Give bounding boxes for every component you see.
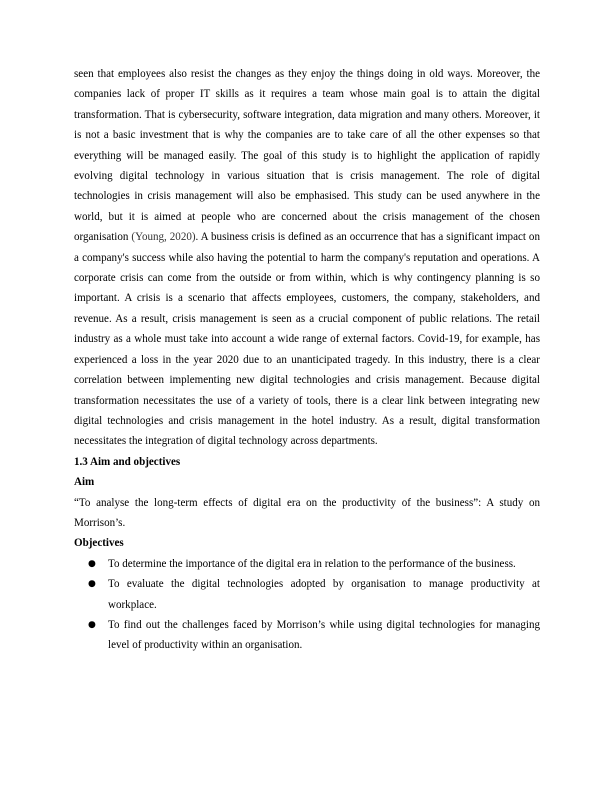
bullet-icon: ●	[88, 558, 96, 569]
objective-text: To find out the challenges faced by Morrison’s while using digital technologies for managing level of productivity within an organisation.	[108, 618, 540, 652]
paragraph-text-end: . A business crisis is defined as an occurrence that has a significant impact on a company's success while also having the potential to harm the company's reputation and operations. A corporate crisis can come from the outside or from within, which is why contingency planning is so important. A crisis is a scenario that affects employees, customers, the company, stakeholders, and revenue. As a result, crisis management is seen as a crucial component of public relations. The retail industry as a whole must take into account a wide range of external factors. Covid-19, for example, has experienced a loss in the year 2020 due to an unanticipated tragedy. In this industry, there is a clear correlation between implementing new digital technologies and crisis management. Because digital transformation necessitates the use of a variety of tools, there is a clear link between integrating new digital technologies and crisis management in the hotel industry. As a result, digital transformation necessitates the integration of digital technology across departments.	[74, 231, 540, 448]
objective-item	[74, 554, 540, 574]
paragraph-text-start: seen that employees also resist the changes as they enjoy the things doing in old ways. Moreover, the companies lack of proper IT skills as it requires a team whose main goal is to attain the digital transformation. That is cybersecurity, software integration, data migration and many others. Moreover, it is not a basic investment that is why the companies are to take care of all the other expenses so that everything will be managed easily. The goal of this study is to highlight the application of rapidly evolving digital technology in various situation that is crisis management. The role of digital technologies in crisis management will also be emphasised. This study can be used anywhere in the world, but it is aimed at people who are concerned about the crisis management of the chosen organisation	[74, 68, 540, 244]
objectives-heading: Objectives	[74, 537, 124, 550]
objective-item	[74, 574, 540, 615]
bullet-icon: ●	[88, 619, 96, 630]
objective-item	[74, 615, 540, 656]
document-page	[74, 64, 540, 656]
section-heading: 1.3 Aim and objectives	[74, 455, 181, 468]
objective-text: To determine the importance of the digital era in relation to the performance of the business.	[108, 557, 516, 570]
citation: (Young, 2020)	[131, 231, 196, 244]
objective-text: To evaluate the digital technologies adopted by organisation to manage productivity at workplace.	[108, 578, 540, 611]
body-paragraph	[74, 64, 540, 452]
bullet-icon: ●	[88, 579, 96, 590]
aim-statement: “To analyse the long-term effects of digital era on the productivity of the business”: A study on Morrison’s.	[74, 496, 540, 529]
objectives-list	[74, 554, 540, 656]
aim-heading: Aim	[74, 476, 95, 489]
